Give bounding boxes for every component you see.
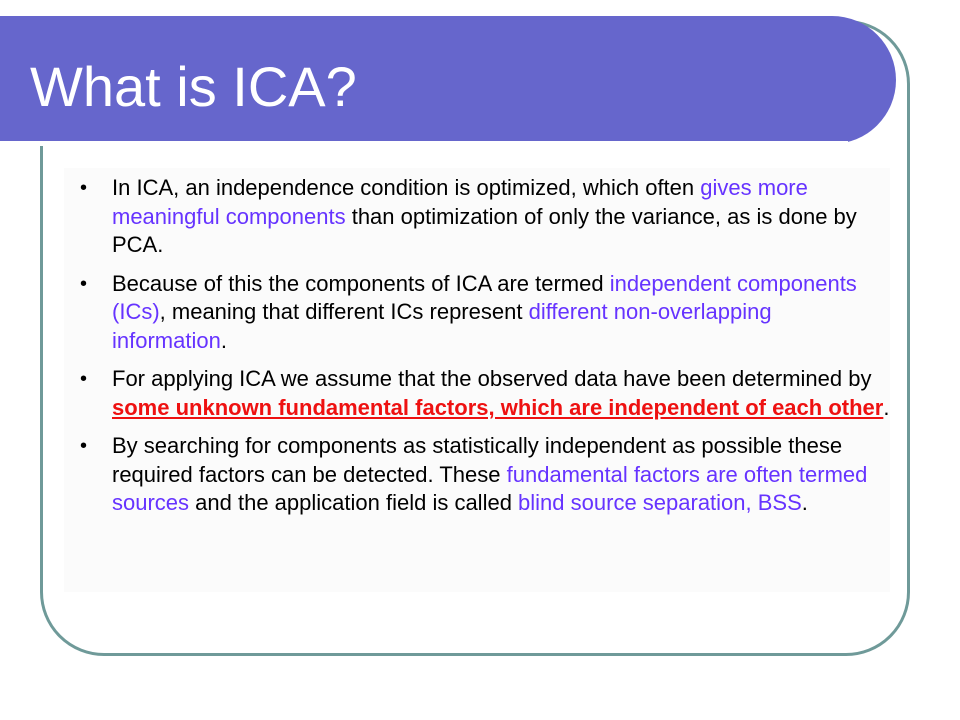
title-divider [0,141,848,146]
highlighted-text: different non-overlapping information [112,299,772,353]
slide-title: What is ICA? [30,55,357,118]
bullet-text: , meaning that different ICs represent [159,299,529,324]
content-area [64,168,890,592]
bullet-dot-icon: • [80,435,88,457]
bullet-text: and the application field is called [189,490,519,515]
highlighted-text: blind source separation, BSS [518,490,802,515]
bullet-item [64,174,890,260]
bullet-item [64,432,890,518]
bullet-text: Because of this the components of ICA are termed [112,270,610,296]
title-bar [0,16,896,144]
bullet-item [64,270,890,356]
bullet-dot-icon: • [80,272,88,295]
bullet-text: In ICA, an independence condition is optimized, which often [112,175,701,200]
bullet-text: . [883,394,890,420]
bullet-text: For applying ICA we assume that the observed data have been determined by [112,366,872,391]
highlighted-text: gives more meaningful components [112,175,808,229]
bullet-text: than optimization of only the variance, as is done by PCA. [112,203,857,257]
bullet-dot-icon: • [80,177,88,199]
emphasized-text: some unknown fundamental factors, which are independent of each other [112,394,884,420]
highlighted-text: independent components (ICs) [112,270,857,324]
bullet-text: . [801,490,808,515]
highlighted-text: fundamental factors are often termed sources [112,461,868,515]
bullet-text: By searching for components as statistically independent as possible these required factors can be detected. These [112,433,843,487]
bullet-dot-icon: • [80,368,88,390]
bullet-list [64,168,890,518]
bullet-text: . [220,327,227,353]
bullet-item [64,365,890,422]
